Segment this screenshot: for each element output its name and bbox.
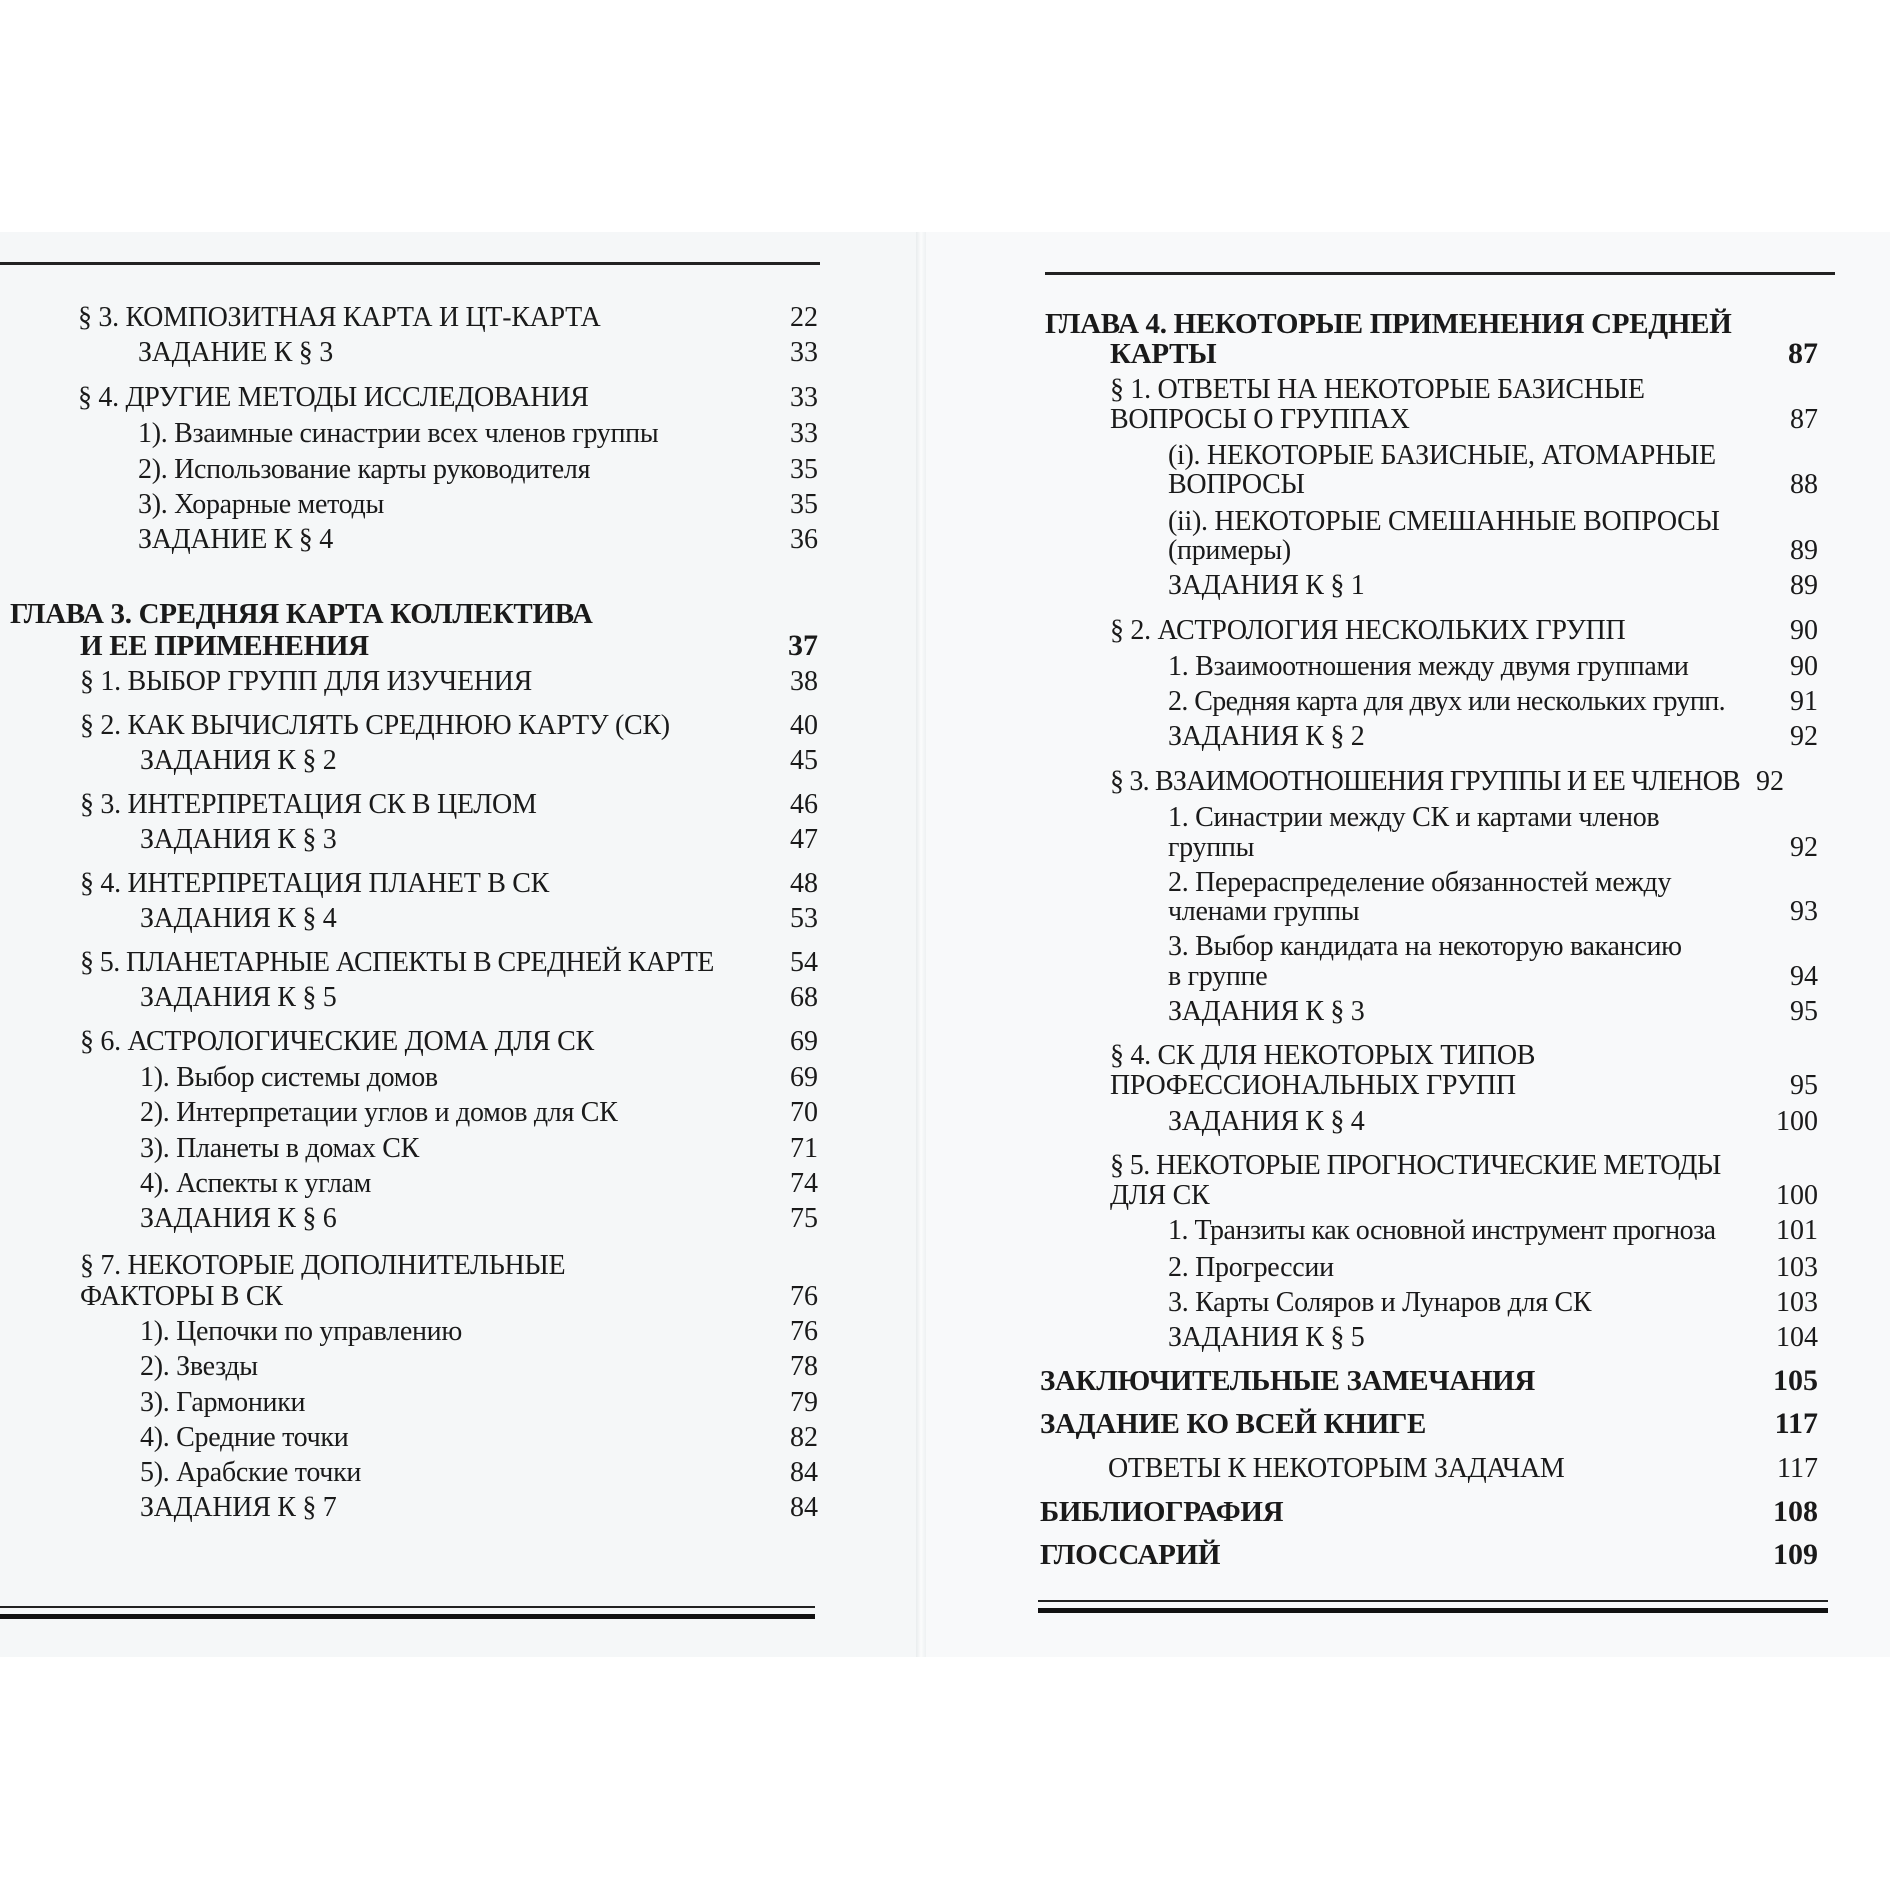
entry-title: 2. Перераспределение обязанностей между [1168, 867, 1672, 898]
chapter-title: И ЕЕ ПРИМЕНЕНИЯ [80, 630, 369, 662]
entry-title: § 2. АСТРОЛОГИЯ НЕСКОЛЬКИХ ГРУПП [1110, 615, 1626, 646]
entry-title: ОТВЕТЫ К НЕКОТОРЫМ ЗАДАЧАМ [1108, 1453, 1565, 1484]
entry-page: 91 [1790, 686, 1818, 717]
right-top-rule [1045, 272, 1835, 275]
entry-title: 2). Звезды [140, 1351, 258, 1382]
entry-title: ФАКТОРЫ В СК [80, 1281, 283, 1312]
entry-title: ЗАДАНИЯ К § 4 [140, 903, 337, 934]
entry-title: 1. Транзиты как основной инструмент прогноза [1168, 1215, 1716, 1246]
entry-page: 92 [1756, 766, 1784, 797]
entry-page: 48 [790, 868, 818, 899]
left-bottom-rule-thin [0, 1606, 815, 1608]
entry-title: § 1. ОТВЕТЫ НА НЕКОТОРЫЕ БАЗИСНЫЕ [1110, 374, 1645, 405]
entry-title: 2). Использование карты руководителя [138, 454, 591, 485]
entry-title: § 5. ПЛАНЕТАРНЫЕ АСПЕКТЫ В СРЕДНЕЙ КАРТЕ [80, 947, 714, 978]
entry-title: ВОПРОСЫ О ГРУППАХ [1110, 404, 1410, 435]
entry-title: ЗАДАНИЯ К § 3 [1168, 996, 1365, 1027]
entry-page: 40 [790, 710, 818, 741]
entry-title: 2). Интерпретации углов и домов для СК [140, 1097, 618, 1128]
entry-title: § 3. ИНТЕРПРЕТАЦИЯ СК В ЦЕЛОМ [80, 789, 537, 820]
entry-page: 35 [790, 454, 818, 485]
entry-page: 36 [790, 524, 818, 555]
entry-title: ЗАДАНИЯ К § 5 [140, 982, 337, 1013]
entry-title: ЗАДАНИЯ К § 5 [1168, 1322, 1365, 1353]
entry-title: 3). Гармоники [140, 1387, 306, 1418]
entry-page: 82 [790, 1422, 818, 1453]
entry-page: 68 [790, 982, 818, 1013]
entry-title: ЗАДАНИЯ К § 2 [140, 745, 337, 776]
entry-title: ЗАДАНИЯ К § 7 [140, 1492, 337, 1523]
entry-title: 3. Выбор кандидата на некоторую вакансию [1168, 931, 1682, 962]
entry-title: (i). НЕКОТОРЫЕ БАЗИСНЫЕ, АТОМАРНЫЕ [1168, 440, 1716, 471]
entry-title: ЗАДАНИЕ К § 3 [138, 337, 333, 368]
entry-page: 74 [790, 1168, 818, 1199]
entry-page: 76 [790, 1316, 818, 1347]
entry-page: 76 [790, 1281, 818, 1312]
entry-page: 95 [1790, 996, 1818, 1027]
chapter-title: ГЛАВА 4. НЕКОТОРЫЕ ПРИМЕНЕНИЯ СРЕДНЕЙ [1045, 308, 1732, 340]
entry-page: 71 [790, 1133, 818, 1164]
entry-title: 1). Выбор системы домов [140, 1062, 438, 1093]
entry-title: ЗАДАНИЯ К § 2 [1168, 721, 1365, 752]
entry-title: ЗАДАНИЕ К § 4 [138, 524, 333, 555]
entry-title: ЗАДАНИЯ К § 6 [140, 1203, 337, 1234]
entry-title: 1). Взаимные синастрии всех членов группы [138, 418, 659, 449]
entry-page: 33 [790, 382, 818, 413]
entry-title: в группе [1168, 961, 1268, 992]
entry-title: § 3. ВЗАИМООТНОШЕНИЯ ГРУППЫ И ЕЕ ЧЛЕНОВ [1110, 766, 1740, 797]
entry-page: 87 [1790, 404, 1818, 435]
entry-page: 90 [1790, 651, 1818, 682]
entry-page: 84 [790, 1457, 818, 1488]
entry-title: ДЛЯ СК [1110, 1180, 1210, 1211]
entry-title: 1. Синастрии между СК и картами членов [1168, 802, 1660, 833]
entry-title: § 7. НЕКОТОРЫЕ ДОПОЛНИТЕЛЬНЫЕ [80, 1250, 566, 1281]
entry-page: 69 [790, 1026, 818, 1057]
entry-title: (ii). НЕКОТОРЫЕ СМЕШАННЫЕ ВОПРОСЫ [1168, 506, 1720, 537]
entry-title: 3. Карты Соляров и Лунаров для СК [1168, 1287, 1592, 1318]
entry-title: группы [1168, 832, 1255, 863]
entry-page: 117 [1777, 1453, 1818, 1484]
entry-page: 103 [1776, 1287, 1818, 1318]
chapter-title: ЗАДАНИЕ КО ВСЕЙ КНИГЕ [1040, 1408, 1427, 1440]
entry-page: 88 [1790, 469, 1818, 500]
chapter-page: 105 [1773, 1364, 1818, 1397]
entry-title: членами группы [1168, 896, 1360, 927]
entry-title: § 1. ВЫБОР ГРУПП ДЛЯ ИЗУЧЕНИЯ [80, 666, 532, 697]
entry-page: 93 [1790, 896, 1818, 927]
entry-page: 92 [1790, 832, 1818, 863]
entry-title: § 4. ДРУГИЕ МЕТОДЫ ИССЛЕДОВАНИЯ [78, 382, 589, 413]
entry-title: 1). Цепочки по управлению [140, 1316, 462, 1347]
chapter-page: 108 [1773, 1495, 1818, 1528]
entry-title: 4). Аспекты к углам [140, 1168, 372, 1199]
entry-page: 47 [790, 824, 818, 855]
chapter-page: 109 [1773, 1538, 1818, 1571]
left-bottom-rule-thick [0, 1614, 815, 1619]
entry-page: 89 [1790, 535, 1818, 566]
entry-title: 2. Прогрессии [1168, 1252, 1334, 1283]
entry-title: (примеры) [1168, 535, 1291, 566]
entry-page: 90 [1790, 615, 1818, 646]
entry-page: 69 [790, 1062, 818, 1093]
entry-page: 33 [790, 418, 818, 449]
chapter-title: КАРТЫ [1110, 338, 1217, 370]
entry-title: ЗАДАНИЯ К § 4 [1168, 1106, 1365, 1137]
entry-page: 78 [790, 1351, 818, 1382]
entry-title: ЗАДАНИЯ К § 3 [140, 824, 337, 855]
entry-page: 22 [790, 302, 818, 333]
entry-title: 5). Арабские точки [140, 1457, 362, 1488]
entry-title: § 3. КОМПОЗИТНАЯ КАРТА И ЦТ-КАРТА [78, 302, 601, 333]
entry-title: 1. Взаимоотношения между двумя группами [1168, 651, 1689, 682]
chapter-page: 117 [1774, 1407, 1818, 1440]
entry-title: 3). Планеты в домах СК [140, 1133, 420, 1164]
right-bottom-rule-thin [1038, 1600, 1828, 1602]
entry-title: 4). Средние точки [140, 1422, 349, 1453]
entry-page: 100 [1776, 1180, 1818, 1211]
book-spine [916, 232, 926, 1657]
entry-page: 35 [790, 489, 818, 520]
entry-page: 84 [790, 1492, 818, 1523]
chapter-title: ГЛОССАРИЙ [1040, 1539, 1221, 1571]
entry-page: 89 [1790, 570, 1818, 601]
entry-page: 38 [790, 666, 818, 697]
right-bottom-rule-thick [1038, 1608, 1828, 1613]
left-top-rule [0, 262, 820, 265]
chapter-page: 37 [788, 629, 818, 662]
entry-title: 3). Хорарные методы [138, 489, 384, 520]
entry-title: ВОПРОСЫ [1168, 469, 1305, 500]
chapter-title: ГЛАВА 3. СРЕДНЯЯ КАРТА КОЛЛЕКТИВА [10, 598, 593, 630]
entry-page: 46 [790, 789, 818, 820]
entry-page: 79 [790, 1387, 818, 1418]
entry-page: 104 [1776, 1322, 1818, 1353]
entry-title: § 4. ИНТЕРПРЕТАЦИЯ ПЛАНЕТ В СК [80, 868, 550, 899]
entry-page: 33 [790, 337, 818, 368]
entry-page: 100 [1776, 1106, 1818, 1137]
entry-title: § 5. НЕКОТОРЫЕ ПРОГНОСТИЧЕСКИЕ МЕТОДЫ [1110, 1150, 1721, 1181]
chapter-page: 87 [1788, 337, 1818, 370]
chapter-title: ЗАКЛЮЧИТЕЛЬНЫЕ ЗАМЕЧАНИЯ [1040, 1365, 1536, 1397]
entry-page: 54 [790, 947, 818, 978]
entry-page: 94 [1790, 961, 1818, 992]
entry-page: 103 [1776, 1252, 1818, 1283]
entry-page: 53 [790, 903, 818, 934]
entry-title: § 4. СК ДЛЯ НЕКОТОРЫХ ТИПОВ [1110, 1040, 1536, 1071]
entry-page: 75 [790, 1203, 818, 1234]
chapter-title: БИБЛИОГРАФИЯ [1040, 1496, 1284, 1528]
entry-page: 95 [1790, 1070, 1818, 1101]
entry-page: 70 [790, 1097, 818, 1128]
entry-title: 2. Средняя карта для двух или нескольких групп. [1168, 686, 1726, 717]
entry-page: 101 [1776, 1215, 1818, 1246]
entry-page: 45 [790, 745, 818, 776]
entry-page: 92 [1790, 721, 1818, 752]
entry-title: § 6. АСТРОЛОГИЧЕСКИЕ ДОМА ДЛЯ СК [80, 1026, 594, 1057]
entry-title: ЗАДАНИЯ К § 1 [1168, 570, 1365, 601]
entry-title: ПРОФЕССИОНАЛЬНЫХ ГРУПП [1110, 1070, 1516, 1101]
entry-title: § 2. КАК ВЫЧИСЛЯТЬ СРЕДНЮЮ КАРТУ (СК) [80, 710, 670, 741]
